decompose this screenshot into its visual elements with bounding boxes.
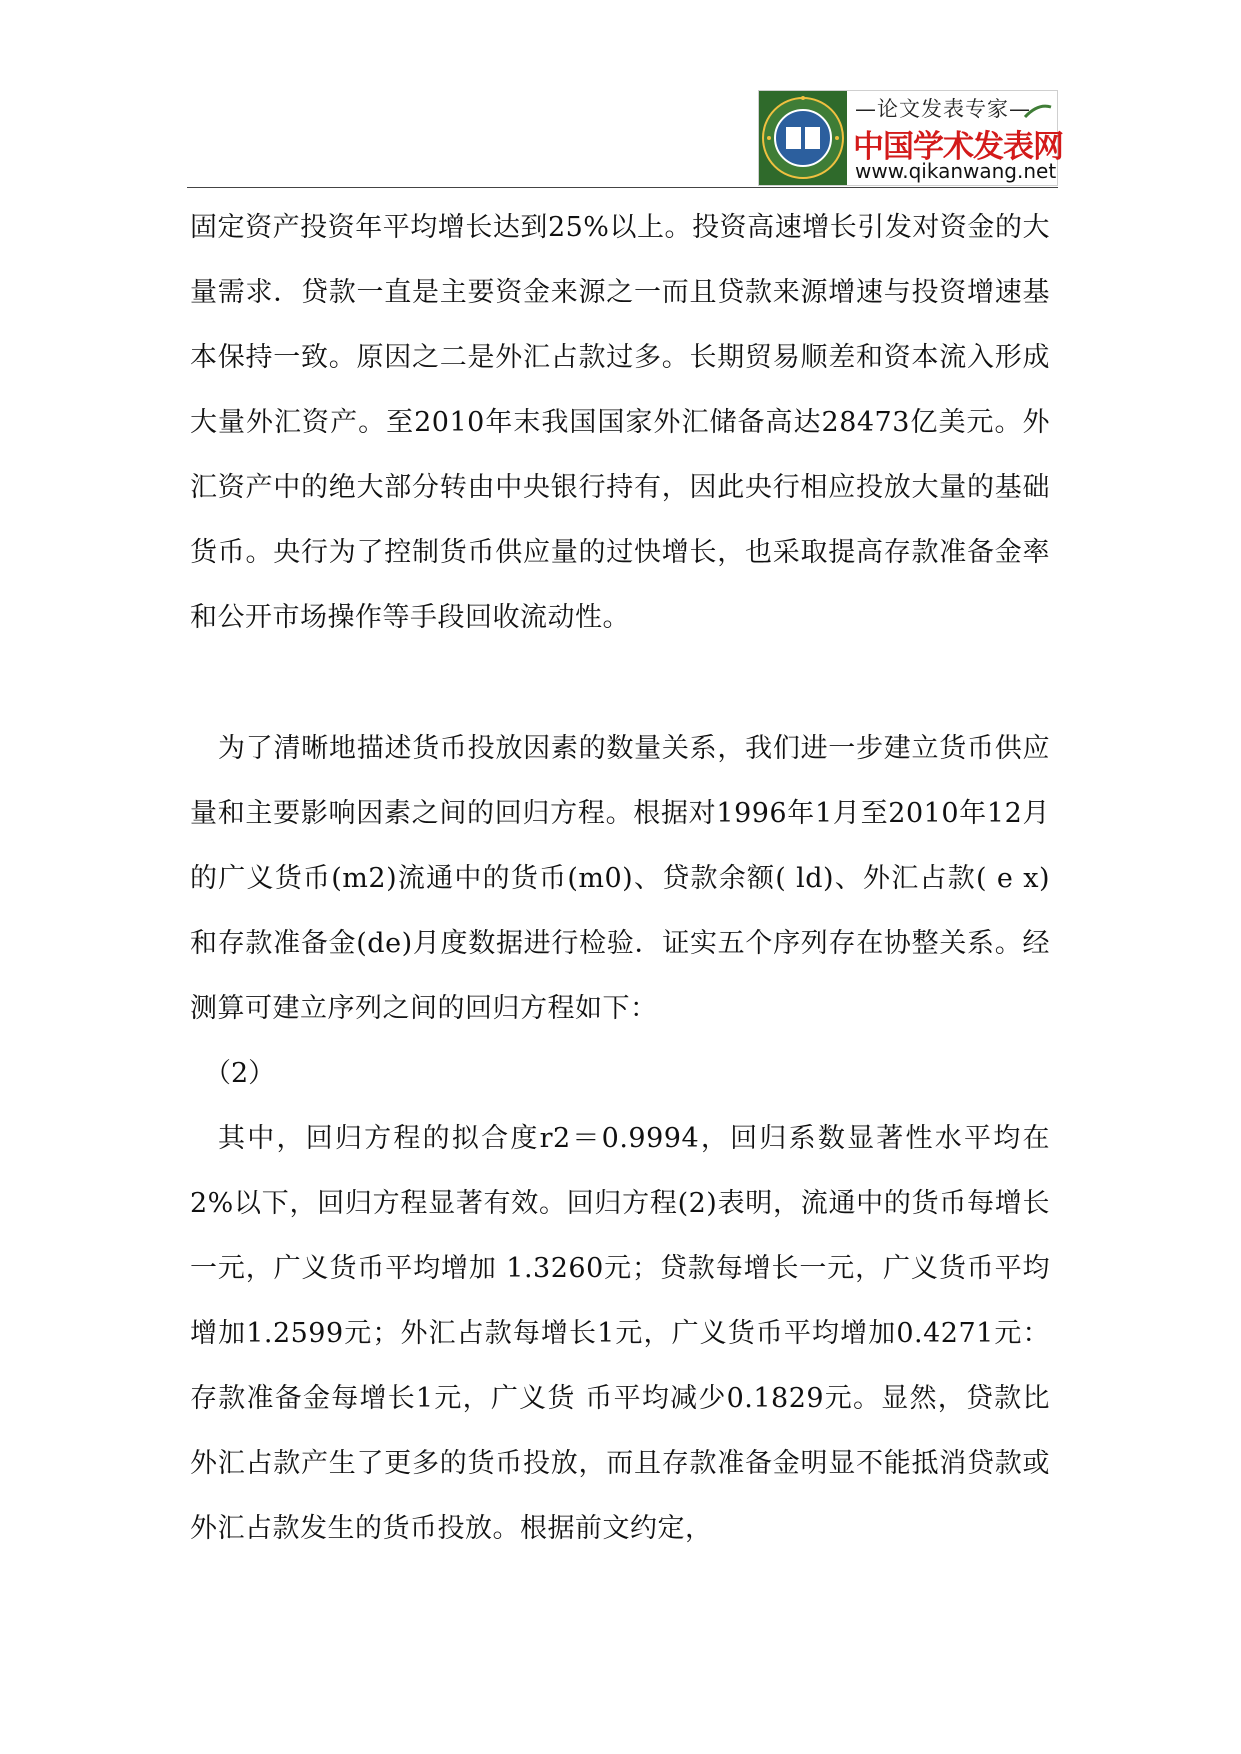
document-body (190, 195, 1050, 1561)
logo-brand-name: 中国学术发表网 (853, 129, 1063, 165)
logo-wordmark (847, 91, 1063, 185)
logo-tagline: —论文发表专家— (855, 97, 1031, 121)
seal-emblem-icon (759, 91, 847, 185)
equation-label: （2） (204, 1058, 276, 1089)
paragraph-3: 其中，回归方程的拟合度r2＝0.9994，回归系数显著性水平均在2%以下，回归方程显著有效。回归方程(2)表明，流通中的货币每增长一元，广义货币平均增加 1.3260元；贷款每增长一元，广义货币平均增加1.2599元；外汇占款每增长1元，广义货币平均增加0.4271元：存款准备金每增长1元，广义货 币平均减少0.1829元。显然，贷款比外汇占款产生了更多的货币投放，而且存款准备金明显不能抵消贷款或外汇占款发生的货币投放。根据前文约定， (190, 1123, 1050, 1544)
swoosh-icon (1023, 101, 1053, 123)
header-divider (187, 187, 1058, 188)
paragraph-2: 为了清晰地描述货币投放因素的数量关系，我们进一步建立货币供应量和主要影响因素之间的回归方程。根据对1996年1月至2010年12月的广义货币(m2)流通中的货币(m0)、贷款余额( ld)、外汇占款( e x)和存款准备金(de)月度数据进行检验．证实五个序列存在协整关系。经测算可建立序列之间的回归方程如下： (190, 733, 1050, 1024)
site-logo (758, 90, 1063, 186)
logo-url: www.qikanwang.net (855, 159, 1057, 183)
paragraph-1: 固定资产投资年平均增长达到25%以上。投资高速增长引发对资金的大量需求．贷款一直是主要资金来源之一而且贷款来源增速与投资增速基本保持一致。原因之二是外汇占款过多。长期贸易顺差和资本流入形成大量外汇资产。至2010年末我国国家外汇储备高达28473亿美元。外汇资产中的绝大部分转由中央银行持有，因此央行相应投放大量的基础货币。央行为了控制货币供应量的过快增长，也采取提高存款准备金率和公开市场操作等手段回收流动性。 (190, 212, 1050, 633)
paragraph-gap (190, 650, 1050, 716)
